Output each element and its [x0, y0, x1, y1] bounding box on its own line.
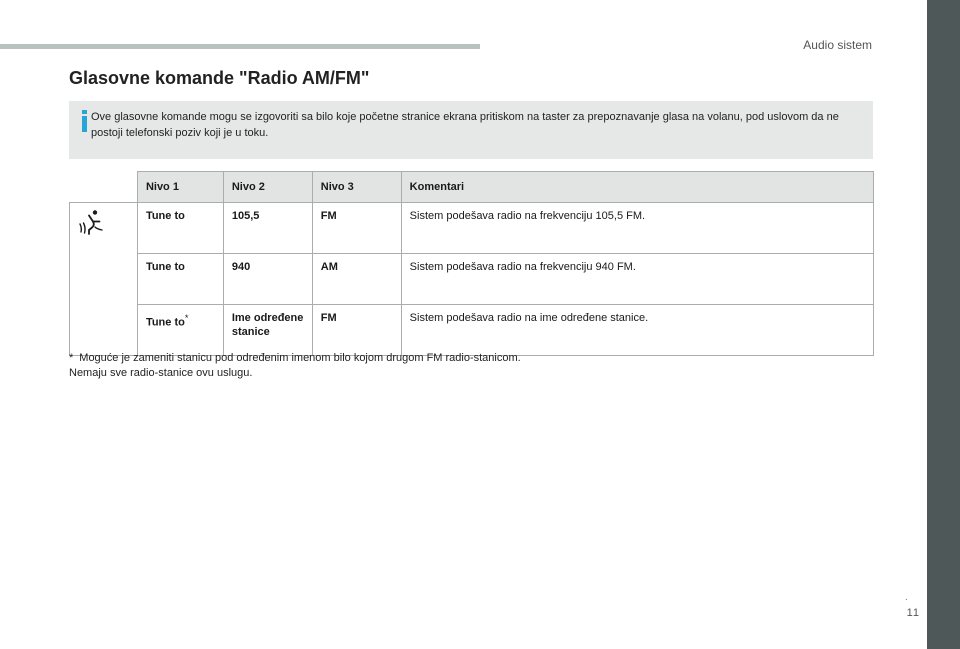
row3-komentar: Sistem podešava radio na ime određene stanice.: [401, 305, 873, 356]
section-title: Audio sistem: [803, 38, 872, 52]
row1-komentar: Sistem podešava radio na frekvenciju 105,5 FM.: [401, 203, 873, 254]
row1-nivo1: Tune to: [137, 203, 223, 254]
footnote-marker: *: [69, 352, 74, 364]
voice-commands-table: [69, 171, 874, 356]
row2-komentar: Sistem podešava radio na frekvenciju 940 FM.: [401, 254, 873, 305]
page-number: 11: [906, 607, 920, 619]
table-row: [70, 254, 874, 305]
footnote-line2: Nemaju sve radio-stanice ovu uslugu.: [69, 367, 253, 379]
row2-nivo3: AM: [312, 254, 401, 305]
row2-nivo1: Tune to: [137, 254, 223, 305]
voice-command-icon: [78, 209, 104, 235]
table-header-row: [70, 172, 874, 203]
table-row: [70, 203, 874, 254]
info-text: Ove glasovne komande mogu se izgovoriti sa bilo koje početne stranice ekrana pritiskom na taster za prepoznavanje glasa na volanu, pod uslovom da ne postoji telefonski poziv koji je u toku.: [91, 111, 839, 139]
footnote: [69, 351, 521, 381]
page-marker: .: [905, 592, 908, 603]
info-box: [69, 101, 873, 159]
table-header-nivo3: Nivo 3: [312, 172, 401, 203]
voice-icon-cell: [70, 203, 138, 356]
table-header-komentari: Komentari: [401, 172, 873, 203]
row3-nivo1: Tune to: [145, 316, 185, 329]
chapter-tab-band: [927, 0, 960, 649]
row2-nivo2: 940: [223, 254, 312, 305]
table-header-blank: [70, 172, 138, 203]
table-header-nivo2: Nivo 2: [223, 172, 312, 203]
footnote-marker-ref: *: [184, 313, 189, 323]
footnote-line1: Moguće je zameniti stanicu pod određenim imenom bilo kojom drugom FM radio-stanicom.: [79, 352, 521, 364]
table-row: [70, 305, 874, 356]
row1-nivo2: 105,5: [223, 203, 312, 254]
header-rule: [0, 44, 480, 49]
table-header-nivo1: Nivo 1: [137, 172, 223, 203]
row3-nivo2: Ime određene stanice: [223, 305, 312, 356]
row1-nivo3: FM: [312, 203, 401, 254]
page-heading: Glasovne komande "Radio AM/FM": [69, 68, 370, 88]
row3-nivo3: FM: [312, 305, 401, 356]
row3-nivo1-cell: [137, 305, 223, 356]
